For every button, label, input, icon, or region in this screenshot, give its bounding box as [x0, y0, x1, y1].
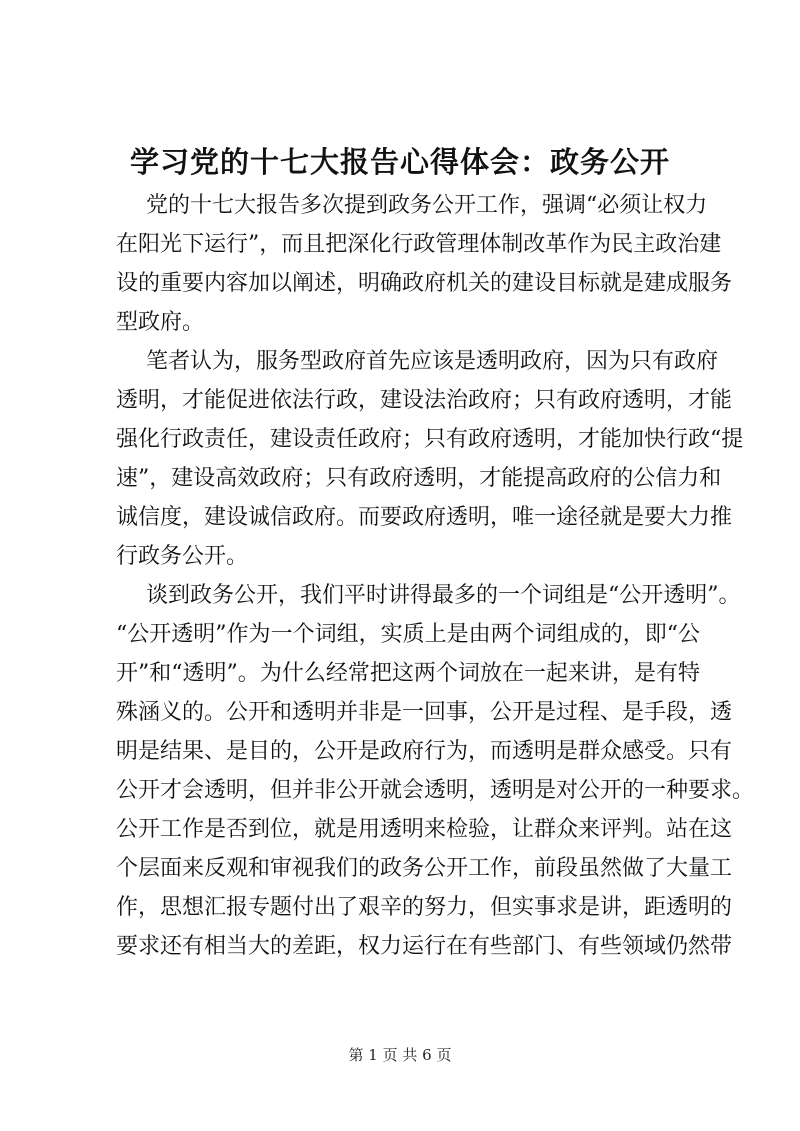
paragraph-line: 透明，才能促进依法行政，建设法治政府；只有政府透明，才能 — [116, 388, 733, 413]
paragraph-line: 在阳光下运行”，而且把深化行政管理体制改革作为民主政治建 — [116, 232, 722, 257]
document-title: 学习党的十七大报告心得体会：政务公开 — [129, 145, 670, 179]
paragraph-line: 设的重要内容加以阐述，明确政府机关的建设目标就是建成服务 — [116, 271, 733, 296]
paragraph-line: 公开工作是否到位，就是用透明来检验，让群众来评判。站在这 — [116, 817, 733, 842]
paragraph-line: 个层面来反观和审视我们的政务公开工作，前段虽然做了大量工 — [116, 856, 733, 881]
paragraph-line: 开”和“透明”。为什么经常把这两个词放在一起来讲，是有特 — [116, 661, 700, 686]
paragraph-3 — [116, 576, 755, 966]
paragraph-line: 笔者认为，服务型政府首先应该是透明政府，因为只有政府 — [146, 349, 719, 374]
paragraph-line: 速”，建设高效政府；只有政府透明，才能提高政府的公信力和 — [116, 466, 722, 491]
page-indicator: 第 1 页 共 6 页 — [348, 1046, 452, 1064]
paragraph-line: “公开透明”作为一个词组，实质上是由两个词组成的，即“公 — [116, 622, 700, 647]
paragraph-2 — [116, 342, 744, 576]
paragraph-line: 殊涵义的。公开和透明并非是一回事，公开是过程、是手段，透 — [116, 700, 733, 725]
paragraph-line: 明是结果、是目的，公开是政府行为，而透明是群众感受。只有 — [116, 739, 733, 764]
paragraph-line: 公开才会透明，但并非公开就会透明，透明是对公开的一种要求。 — [116, 778, 755, 803]
paragraph-line: 行政务公开。 — [116, 544, 249, 569]
paragraph-line: 要求还有相当大的差距，权力运行在有些部门、有些领域仍然带 — [116, 934, 733, 959]
paragraph-1 — [116, 186, 733, 342]
paragraph-line: 作，思想汇报专题付出了艰辛的努力，但实事求是讲，距透明的 — [116, 895, 733, 920]
paragraph-line: 强化行政责任，建设责任政府；只有政府透明，才能加快行政“提 — [116, 427, 744, 452]
paragraph-line: 谈到政务公开，我们平时讲得最多的一个词组是“公开透明”。 — [146, 583, 741, 608]
paragraph-line: 诚信度，建设诚信政府。而要政府透明，唯一途径就是要大力推 — [116, 505, 733, 530]
document-body — [116, 186, 755, 966]
paragraph-line: 型政府。 — [116, 310, 205, 335]
paragraph-line: 党的十七大报告多次提到政务公开工作，强调“必须让权力 — [146, 193, 708, 218]
